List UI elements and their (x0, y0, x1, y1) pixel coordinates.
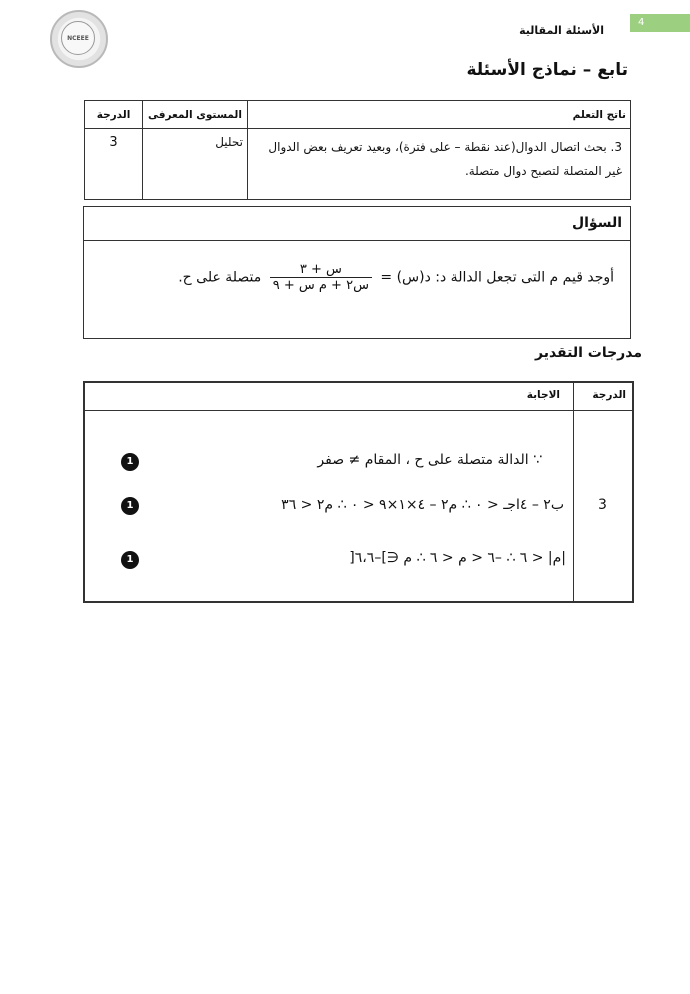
fraction-numerator: س + ٣ (270, 262, 372, 278)
header-outcome: ناتج التعلم (248, 101, 631, 129)
grading-grade-value: 3 (598, 497, 607, 513)
column-divider (573, 383, 574, 601)
document-title: الأسئلة المقالية (519, 24, 604, 37)
level-value: تحليل (143, 129, 248, 200)
logo-text: NCEEE (67, 34, 89, 42)
grading-header-answer: الاجابة (526, 389, 560, 401)
answer-line-3: |م| < ٦ ∴ –٦ < م < ٦ ∴ م ∈]–٦،٦[ (349, 550, 566, 566)
header-grade: الدرجة (85, 101, 143, 129)
point-marker-1: 1 (121, 453, 139, 471)
question-box (83, 206, 631, 339)
question-header (84, 207, 630, 241)
page-number-tab (630, 14, 690, 32)
question-title: السؤال (571, 215, 622, 231)
question-prefix: أوجد قيم م التى تجعل الدالة د: د(س) = (380, 269, 614, 286)
grading-header-grade: الدرجة (592, 389, 626, 401)
grading-title: مدرجات التقدير (534, 345, 642, 361)
grade-value: 3 (85, 129, 143, 200)
logo-seal (61, 21, 95, 55)
grading-table (83, 381, 634, 603)
page-number: 4 (638, 17, 645, 28)
answer-line-1: ∵ الدالة متصلة على ح ، المقام ≠ صفر (317, 452, 542, 468)
question-text (178, 262, 614, 293)
fraction-denominator: س٢ + م س + ٩ (272, 278, 369, 293)
ncee-logo (50, 10, 108, 68)
outcome-table-header (85, 101, 631, 129)
question-suffix: متصلة على ح. (178, 269, 262, 286)
answer-line-2: ب٢ – ٤اجـ < ٠ ∴ م٢ – ٤×١×٩ < ٠ ∴ م٢ < ٣٦ (281, 497, 564, 513)
outcome-text: 3. بحث اتصال الدوال(عند نقطة – على فترة)، وبعيد تعريف بعض الدوال غير المتصلة لتصبح دوال متصلة. (248, 129, 631, 200)
learning-outcome-table (84, 100, 631, 200)
point-marker-2: 1 (121, 497, 139, 515)
header-level: المستوى المعرفى (143, 101, 248, 129)
section-title: تابع – نماذج الأسئلة (466, 60, 628, 80)
outcome-table-row (85, 129, 631, 200)
question-fraction (270, 262, 372, 293)
header-divider (85, 410, 632, 411)
point-marker-3: 1 (121, 551, 139, 569)
